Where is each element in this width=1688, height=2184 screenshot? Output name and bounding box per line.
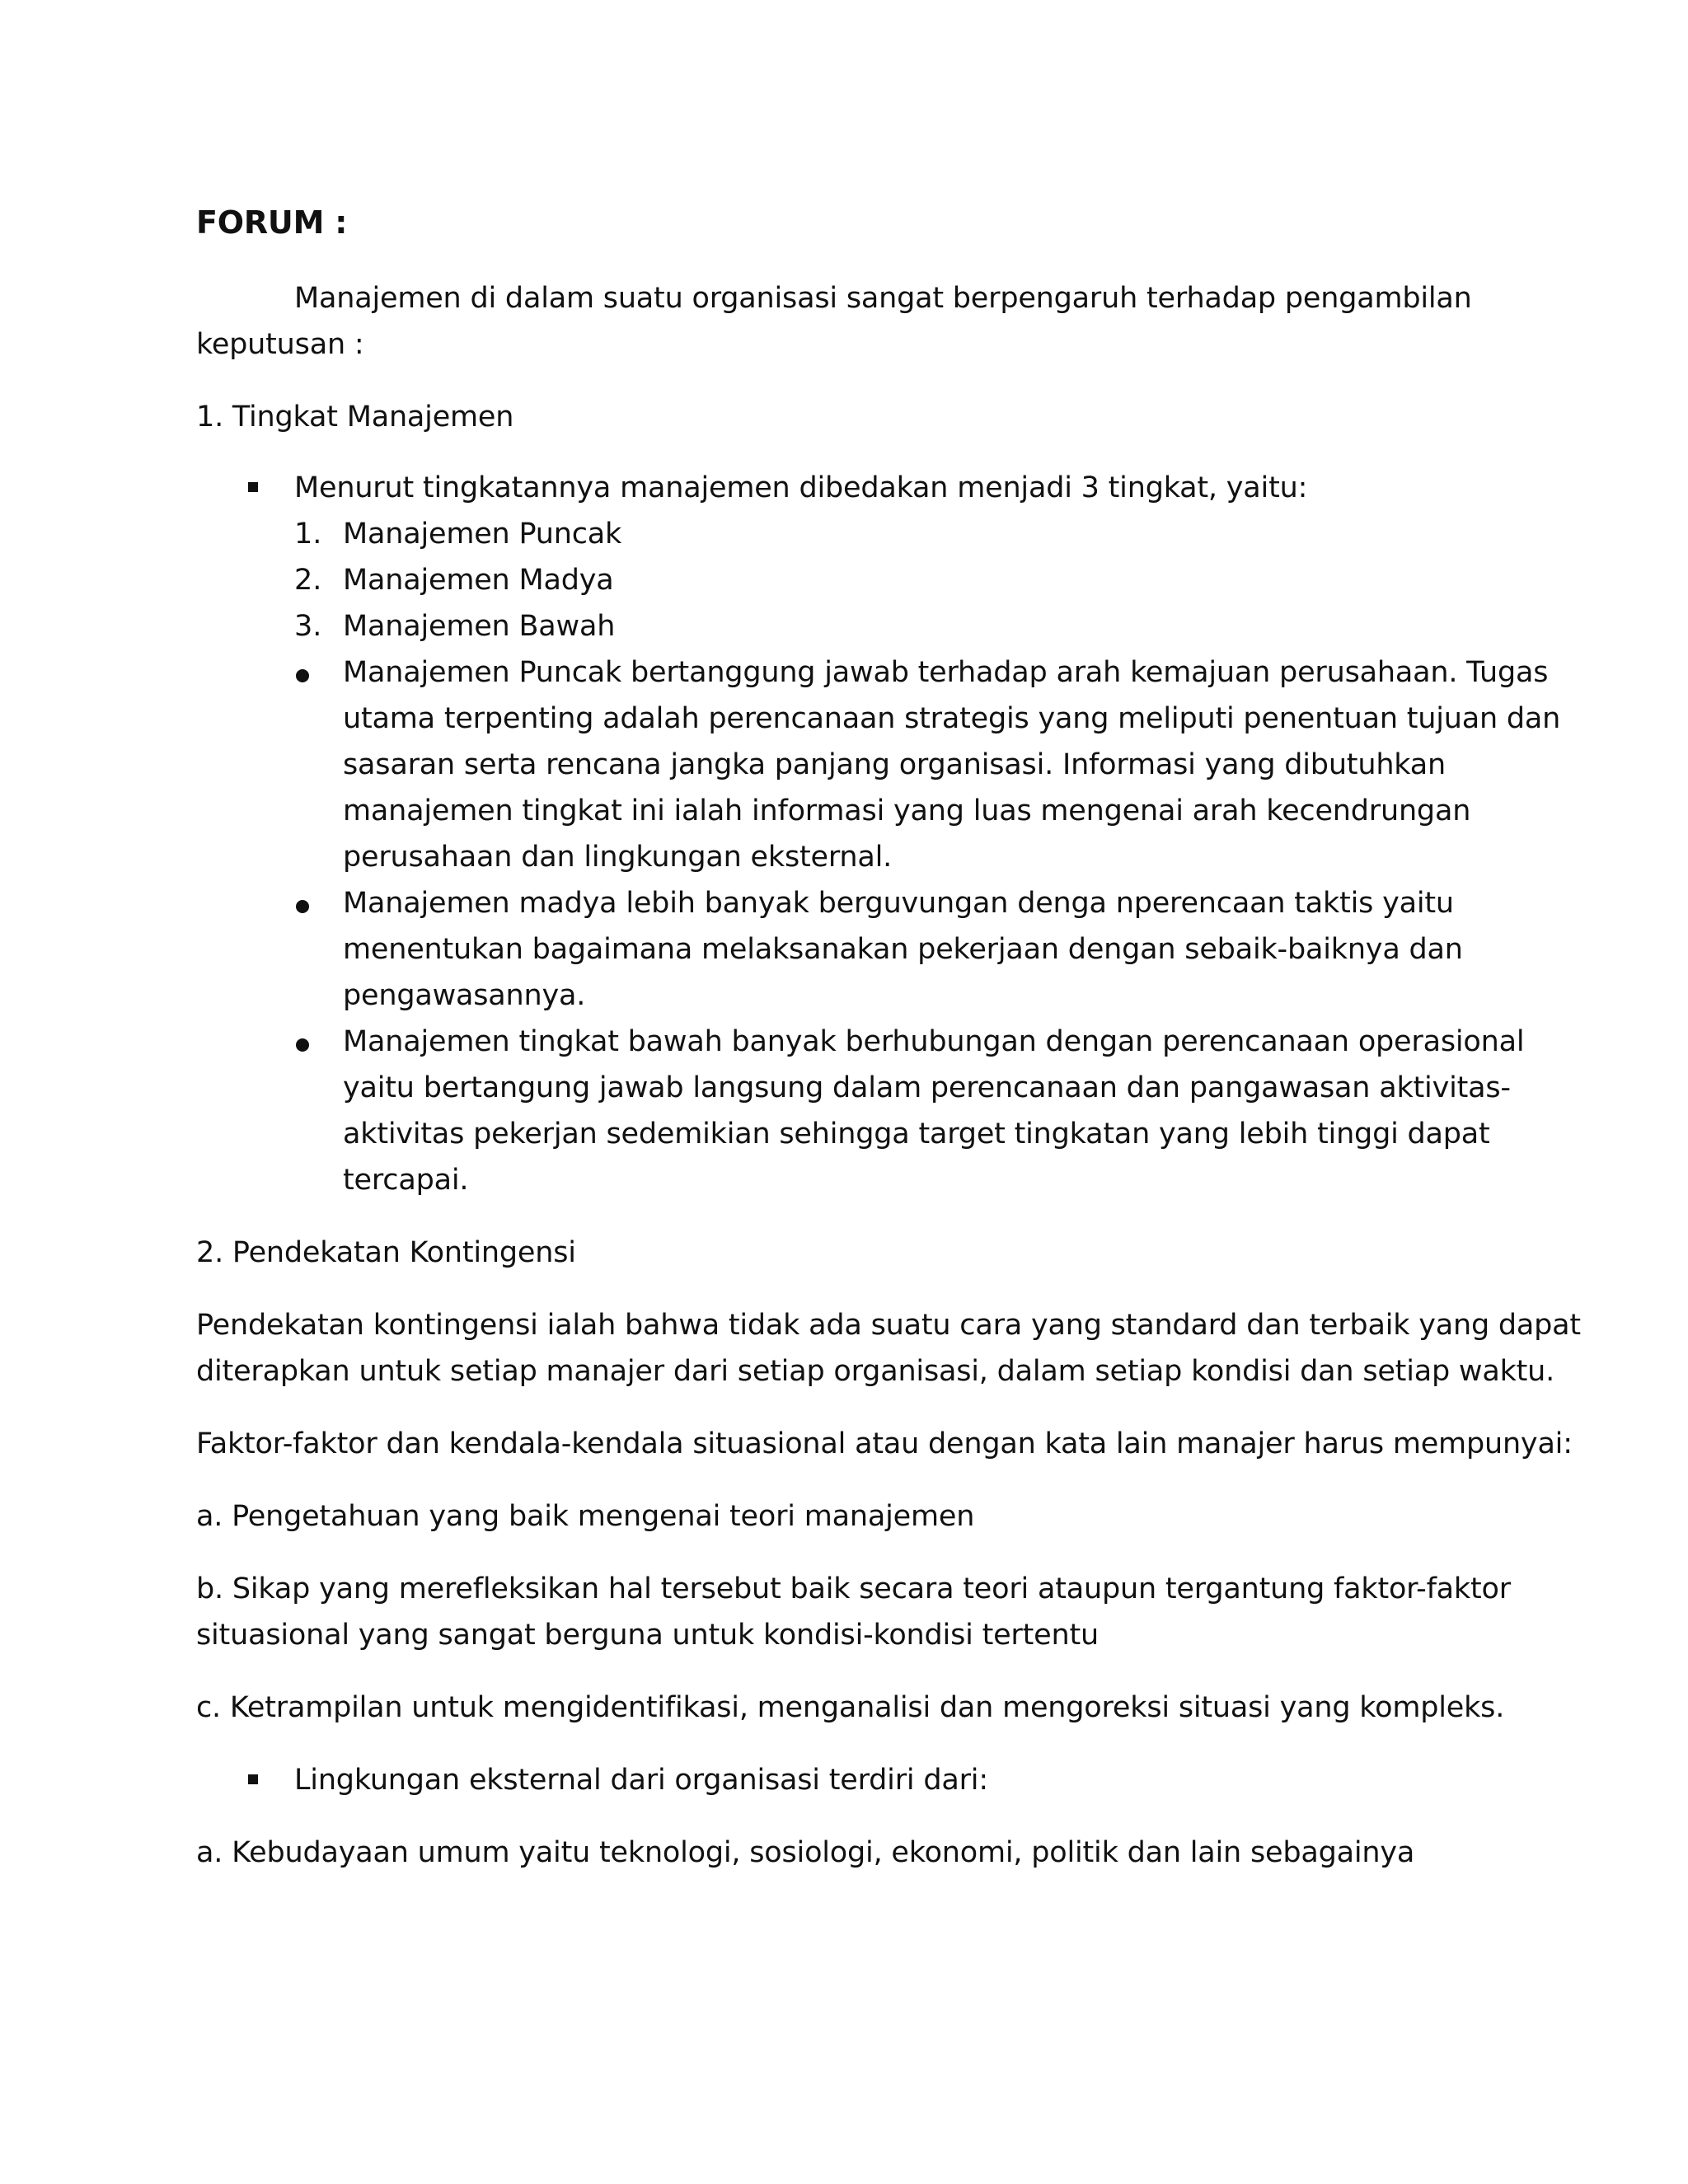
point-3-line: yaitu bertangung jawab langsung dalam perencanaan dan pangawasan aktivitas- (343, 1071, 1511, 1104)
level-number: 2. (294, 564, 322, 597)
point-1-line: perusahaan dan lingkungan eksternal. (343, 841, 893, 874)
point-1-line: Manajemen Puncak bertanggung jawab terhadap arah kemajuan perusahaan. Tugas (343, 656, 1549, 689)
round-bullet-icon (296, 669, 309, 682)
round-bullet-icon (296, 900, 309, 913)
level-number: 1. (294, 518, 322, 551)
level-item: Manajemen Puncak (343, 518, 622, 551)
item-b-line-1: b. Sikap yang merefleksikan hal tersebut baik secara teori ataupun tergantung faktor-faktor (196, 1572, 1511, 1605)
section-1-title: 1. Tingkat Manajemen (196, 401, 514, 434)
intro-line-1: Manajemen di dalam suatu organisasi sangat berpengaruh terhadap pengambilan (294, 282, 1472, 315)
section-2-para-1-line-1: Pendekatan kontingensi ialah bahwa tidak ada suatu cara yang standard dan terbaik yang dapat (196, 1309, 1581, 1342)
level-item: Manajemen Madya (343, 564, 614, 597)
point-1-line: utama terpenting adalah perencanaan strategis yang meliputi penentuan tujuan dan (343, 702, 1561, 735)
external-bullet: Lingkungan eksternal dari organisasi terdiri dari: (294, 1764, 988, 1797)
section-1-bullet-intro: Menurut tingkatannya manajemen dibedakan menjadi 3 tingkat, yaitu: (294, 471, 1308, 504)
point-3-line: Manajemen tingkat bawah banyak berhubungan dengan perencanaan operasional (343, 1025, 1525, 1058)
section-2-para-1-line-2: diterapkan untuk setiap manajer dari setiap organisasi, dalam setiap kondisi dan setiap waktu. (196, 1355, 1555, 1388)
point-3-line: tercapai. (343, 1164, 469, 1197)
point-1-line: manajemen tingkat ini ialah informasi yang luas mengenai arah kecendrungan (343, 794, 1471, 827)
section-2-para-2: Faktor-faktor dan kendala-kendala situasional atau dengan kata lain manajer harus mempunyai: (196, 1427, 1573, 1460)
page-title: FORUM : (196, 204, 348, 241)
level-number: 3. (294, 610, 322, 643)
point-2-line: Manajemen madya lebih banyak berguvungan denga nperencaan taktis yaitu (343, 887, 1454, 920)
round-bullet-icon (296, 1038, 309, 1052)
level-item: Manajemen Bawah (343, 610, 616, 643)
item-c: c. Ketrampilan untuk mengidentifikasi, menganalisi dan mengoreksi situasi yang kompleks. (196, 1691, 1505, 1724)
item-b-line-2: situasional yang sangat berguna untuk kondisi-kondisi tertentu (196, 1619, 1099, 1652)
external-item-a: a. Kebudayaan umum yaitu teknologi, sosiologi, ekonomi, politik dan lain sebagainya (196, 1836, 1415, 1869)
item-a: a. Pengetahuan yang baik mengenai teori manajemen (196, 1500, 975, 1533)
square-bullet-icon (248, 482, 258, 492)
square-bullet-icon (248, 1774, 258, 1784)
point-2-line: menentukan bagaimana melaksanakan pekerjaan dengan sebaik-baiknya dan (343, 933, 1463, 966)
point-2-line: pengawasannya. (343, 979, 586, 1012)
point-1-line: sasaran serta rencana jangka panjang organisasi. Informasi yang dibutuhkan (343, 748, 1446, 781)
section-2-title: 2. Pendekatan Kontingensi (196, 1236, 576, 1269)
point-3-line: aktivitas pekerjan sedemikian sehingga target tingkatan yang lebih tinggi dapat (343, 1118, 1490, 1151)
intro-line-2: keputusan : (196, 328, 364, 361)
